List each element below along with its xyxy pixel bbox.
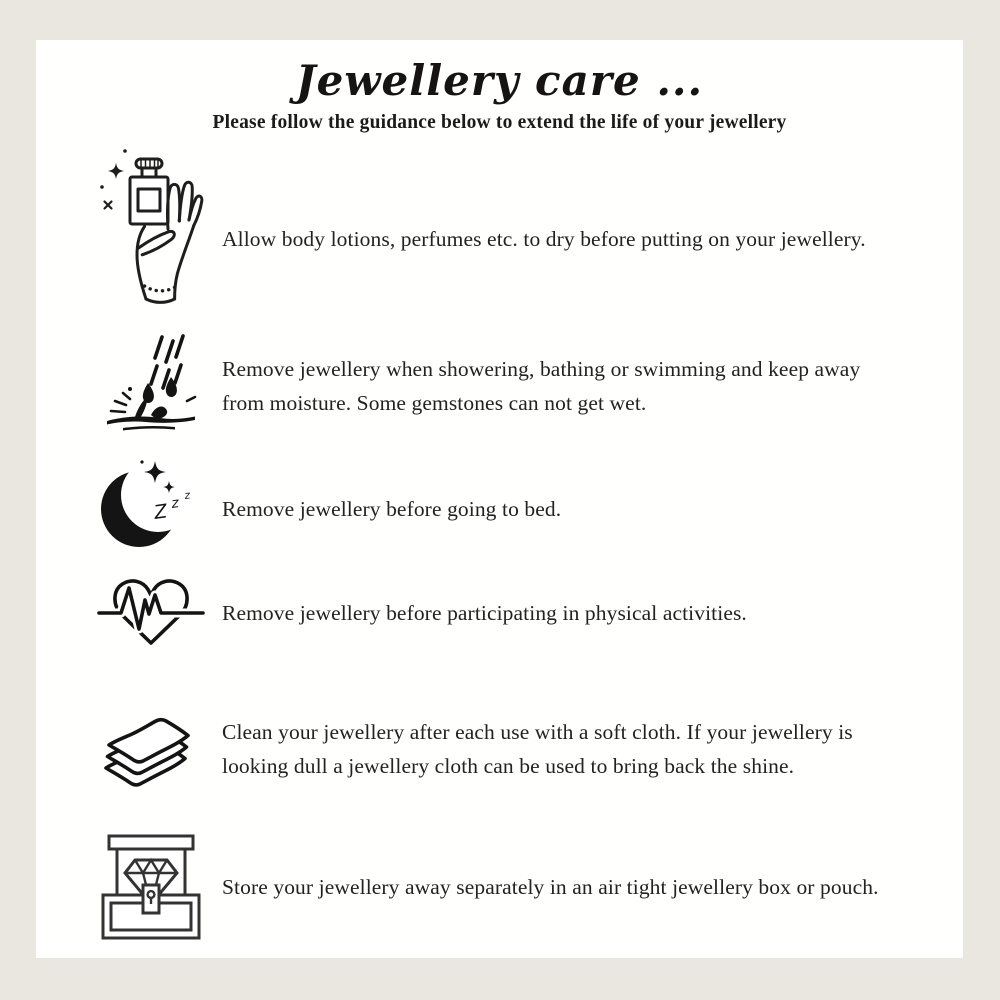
tip-text: Allow body lotions, perfumes etc. to dry before putting on your jewellery. bbox=[222, 227, 866, 251]
tip-icon-cell bbox=[86, 703, 216, 795]
card-header bbox=[36, 54, 963, 136]
tip-text: Remove jewellery when showering, bathing or swimming and keep away from moisture. Some gemstones can not get wet. bbox=[222, 357, 861, 415]
tip-icon-cell bbox=[86, 141, 216, 311]
tip-icon-cell bbox=[86, 456, 216, 556]
tip-text: Remove jewellery before participating in physical activities. bbox=[222, 601, 747, 625]
tip-icon-cell bbox=[86, 331, 216, 435]
tip-icon-cell bbox=[86, 830, 216, 944]
tip-text: Clean your jewellery after each use with a soft cloth. If your jewellery is looking dull a jewellery cloth can be used to bring back the shine. bbox=[222, 720, 853, 778]
perfume-hand-icon bbox=[92, 141, 210, 311]
page-subtitle: Please follow the guidance below to extend the life of your jewellery bbox=[212, 112, 787, 133]
care-tip-row bbox=[36, 450, 963, 562]
care-tip-row bbox=[36, 828, 963, 946]
soft-cloth-icon bbox=[101, 703, 201, 795]
zzz-letter: Z bbox=[152, 500, 169, 524]
page-title: Jewellery care ... bbox=[295, 56, 704, 105]
water-splash-icon bbox=[99, 331, 203, 435]
jewellery-box-icon bbox=[95, 830, 207, 944]
heartbeat-icon bbox=[95, 569, 207, 655]
care-tip-row bbox=[36, 136, 963, 316]
tip-icon-cell bbox=[86, 569, 216, 655]
tip-text: Remove jewellery before going to bed. bbox=[222, 497, 562, 521]
care-tip-row bbox=[36, 562, 963, 662]
moon-sleep-icon bbox=[95, 456, 207, 556]
zzz-letter: z bbox=[170, 495, 180, 512]
care-card bbox=[36, 40, 963, 958]
care-tips-list bbox=[36, 136, 963, 946]
tip-text: Store your jewellery away separately in an air tight jewellery box or pouch. bbox=[222, 875, 879, 899]
zzz-letter: z bbox=[183, 489, 191, 502]
care-tip-row bbox=[36, 696, 963, 802]
care-tip-row bbox=[36, 316, 963, 450]
